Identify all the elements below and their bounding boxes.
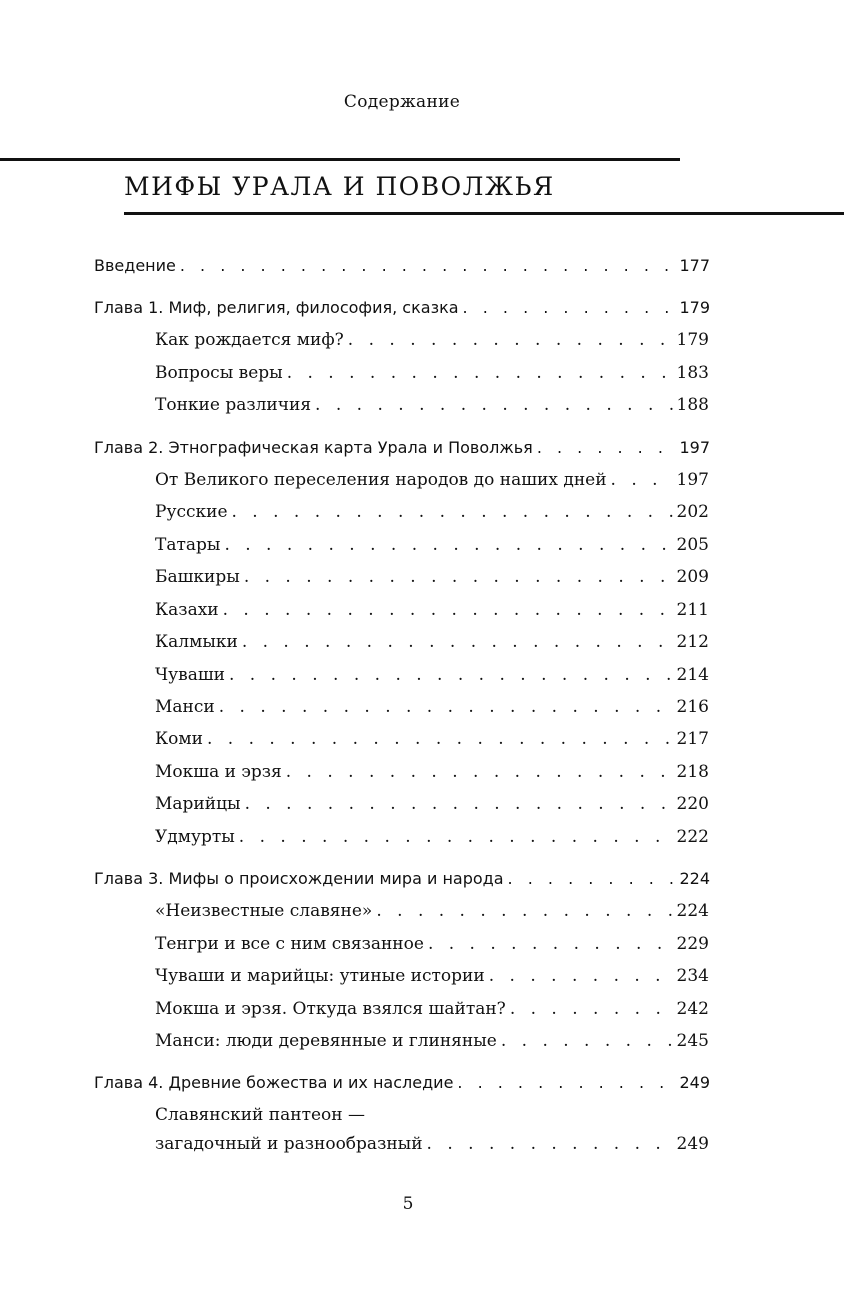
toc-entry-page: 234: [676, 966, 709, 986]
dot-leader: [287, 363, 673, 383]
toc-entry-page: 177: [679, 256, 710, 275]
dot-leader: [286, 762, 673, 782]
dot-leader: [611, 470, 673, 490]
toc-entry-section[interactable]: [155, 762, 709, 788]
toc-entry-intro[interactable]: [94, 256, 710, 282]
dot-leader: [463, 298, 676, 317]
toc-entry-label: Татары: [155, 535, 221, 555]
toc-entry-chapter-3[interactable]: [94, 869, 710, 895]
toc-entry-chapter-1[interactable]: [94, 298, 710, 324]
toc-entry-label: Башкиры: [155, 567, 240, 587]
part-title: МИФЫ УРАЛА И ПОВОЛЖЬЯ: [124, 172, 555, 201]
toc-entry-label: Глава 3. Мифы о происхождении мира и народа: [94, 869, 504, 888]
page-number: 5: [402, 1194, 414, 1214]
toc-entry-label: Калмыки: [155, 632, 238, 652]
toc-entry-page: 211: [676, 600, 709, 620]
toc-entry-page: 224: [679, 869, 710, 888]
toc-entry-section[interactable]: [155, 363, 709, 389]
toc-entry-section[interactable]: [155, 901, 709, 927]
toc-entry-page: 197: [679, 438, 710, 457]
toc-entry-section[interactable]: [155, 470, 709, 496]
toc-entry-section[interactable]: [155, 966, 709, 992]
toc-entry-section[interactable]: [155, 395, 709, 421]
toc-entry-page: 242: [676, 999, 709, 1019]
toc-entry-section[interactable]: [155, 999, 709, 1025]
dot-leader: [508, 869, 676, 888]
toc-entry-label: Мокша и эрзя: [155, 762, 282, 782]
toc-entry-label: Коми: [155, 729, 203, 749]
toc-entry-page: 229: [676, 934, 709, 954]
dot-leader: [180, 256, 676, 275]
toc-entry-chapter-2[interactable]: [94, 438, 710, 464]
dot-leader: [224, 535, 672, 555]
toc-entry-section[interactable]: [155, 1031, 709, 1057]
dot-leader: [510, 999, 673, 1019]
toc-entry-page: 188: [676, 395, 709, 415]
toc-entry-label: От Великого переселения народов до наших дней: [155, 470, 607, 490]
toc-entry-section[interactable]: [155, 632, 709, 658]
dot-leader: [427, 1134, 673, 1154]
toc-entry-label: загадочный и разнообразный: [155, 1134, 423, 1154]
toc-entry-page: 183: [676, 363, 709, 383]
toc-entry-page: 212: [676, 632, 709, 652]
toc-entry-page: 245: [676, 1031, 709, 1051]
toc-entry-page: 249: [679, 1073, 710, 1092]
toc-entry-section[interactable]: [155, 330, 709, 356]
dot-leader: [242, 632, 673, 652]
toc-entry-page: 220: [676, 794, 709, 814]
toc-entry-page: 179: [679, 298, 710, 317]
toc-entry-section[interactable]: [155, 665, 709, 691]
dot-leader: [315, 395, 673, 415]
toc-entry-chapter-4[interactable]: [94, 1073, 710, 1099]
dot-leader: [223, 600, 673, 620]
toc-entry-page: 249: [676, 1134, 709, 1154]
toc-entry-section[interactable]: [155, 934, 709, 960]
toc-entry-section[interactable]: [155, 827, 709, 853]
dot-leader: [348, 330, 673, 350]
toc-entry-label: Глава 2. Этнографическая карта Урала и Поволжья: [94, 438, 533, 457]
toc-entry-label: Удмурты: [155, 827, 235, 847]
toc-entry-label: Тенгри и все с ним связанное: [155, 934, 424, 954]
toc-entry-page: 205: [676, 535, 709, 555]
toc-entry-label: Как рождается миф?: [155, 330, 344, 350]
dot-leader: [245, 794, 673, 814]
toc-entry-label: Чуваши: [155, 665, 225, 685]
toc-entry-label: Мокша и эрзя. Откуда взялся шайтан?: [155, 999, 506, 1019]
dot-leader: [537, 438, 676, 457]
toc-entry-section[interactable]: [155, 697, 709, 723]
toc-entry-section[interactable]: [155, 535, 709, 561]
dot-leader: [232, 502, 673, 522]
toc-entry-page: 209: [676, 567, 709, 587]
toc-entry-page: 214: [676, 665, 709, 685]
toc-entry-page: 222: [676, 827, 709, 847]
running-head: Содержание: [343, 92, 461, 112]
toc-entry-label: Глава 1. Миф, религия, философия, сказка: [94, 298, 459, 317]
toc-entry-label: Манси: люди деревянные и глиняные: [155, 1031, 497, 1051]
dot-leader: [207, 729, 673, 749]
dot-leader: [376, 901, 672, 921]
toc-entry-label: «Неизвестные славяне»: [155, 901, 373, 921]
toc-entry-page: 197: [676, 470, 709, 490]
toc-entry-page: 224: [676, 901, 709, 921]
toc-entry-label: Манси: [155, 697, 215, 717]
toc-entry-label: Тонкие различия: [155, 395, 312, 415]
toc-entry-page: 216: [676, 697, 709, 717]
toc-entry-label: Глава 4. Древние божества и их наследие: [94, 1073, 454, 1092]
toc-entry-page: 179: [676, 330, 709, 350]
dot-leader: [239, 827, 673, 847]
toc-entry-section[interactable]: [155, 794, 709, 820]
toc-entry-page: 202: [676, 502, 709, 522]
toc-entry-label: Марийцы: [155, 794, 241, 814]
toc-entry-page: 218: [676, 762, 709, 782]
toc-entry-label: Русские: [155, 502, 228, 522]
dot-leader: [229, 665, 673, 685]
dot-leader: [489, 966, 673, 986]
toc-entry-label-line1: Славянский пантеон —: [155, 1105, 366, 1125]
toc-entry-page: 217: [676, 729, 709, 749]
dot-leader: [428, 934, 673, 954]
dot-leader: [501, 1031, 673, 1051]
toc-entry-section[interactable]: [155, 567, 709, 593]
dot-leader: [219, 697, 673, 717]
toc-entry-label: Казахи: [155, 600, 219, 620]
toc-entry-section[interactable]: [155, 502, 709, 528]
dot-leader: [244, 567, 673, 587]
toc-entry-label: Вопросы веры: [155, 363, 283, 383]
toc-entry-label: Введение: [94, 256, 176, 275]
dot-leader: [457, 1073, 675, 1092]
toc-entry-section[interactable]: [155, 1134, 709, 1160]
toc-entry-section[interactable]: [155, 729, 709, 755]
toc-entry-label: Чуваши и марийцы: утиные истории: [155, 966, 485, 986]
toc-entry-section[interactable]: [155, 600, 709, 626]
